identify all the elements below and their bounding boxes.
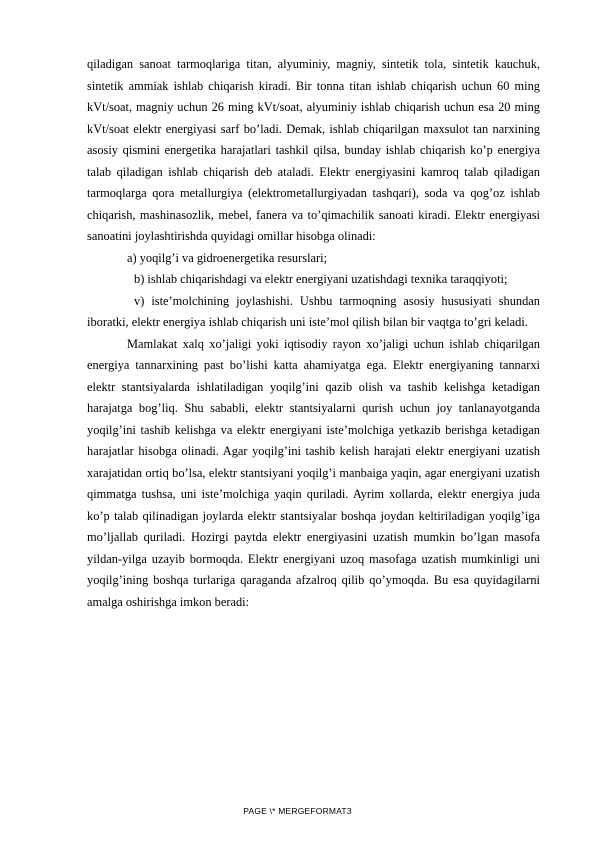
paragraph-main: Mamlakat xalq xo’jaligi yoki iqtisodiy rayon xo’jaligi uchun ishlab chiqarilgan energiya tannarxining past bo’lishi katta ahamiyatga ega. Elektr energiyaning tannarxi elektr stantsiyalarda ishlatiladigan yoqilg’ini qazib olish va tashib kelishga ketadigan harajatga bog’liq. Shu sababli, elektr stantsiyalarni qurish uchun joy tanlanayotganda yoqilg’ini tashib kelishga va elektr energiyani iste’molchiga yetkazib berishga ketadigan harajatlar hisobga olinadi. Agar yoqilg’ini tashib kelish harajati elektr energiyani uzatish xarajatidan ortiq bo’lsa, elektr stantsiyani yoqilg’i manbaiga yaqin, agar energiyani uzatish qimmatga tushsa, uni iste’molchiga yaqin quriladi. Ayrim xollarda, elektr energiya juda ko’p talab qilinadigan joylarda elektr stantsiyalar boshqa joydan keltiriladigan yoqilg’iga mo’ljallab quriladi. Hozirgi paytda elektr energiyasini uzatish mumkin bo’lgan masofa yildan-yilga uzayib bormoqda. Elektr energiyani uzoq masofaga uzatish mumkinligi uni yoqilg’ining boshqa turlariga qaraganda afzalroq qilib qo’ymoqda. Bu esa quyidagilarni amalga oshirishga imkon beradi: (87, 336, 540, 609)
page-footer-field: PAGE \* MERGEFORMAT3 (243, 806, 352, 816)
list-item-a: a) yoqilg’i va gidroenergetika resurslari; (127, 250, 328, 265)
body-text (87, 54, 540, 613)
paragraph-intro: qiladigan sanoat tarmoqlariga titan, alyuminiy, magniy, sintetik tola, sintetik kauchuk, sintetik ammiak ishlab chiqarish kiradi. Bir tonna titan ishlab chiqarish uchun 60 ming kVt/soat, magniy uchun 26 ming kVt/soat, alyuminiy ishlab chiqarish uchun esa 20 ming kVt/soat elektr energiyasi sarf bo’ladi. Demak, ishlab chiqarilgan maxsulot tan narxining asosiy qismini energetika harajatlari tashkil qilsa, bunday ishlab chiqarish ko’p energiya talab qiladigan ishlab chiqarish deb ataladi. Elektr energiyasini kamroq talab qiladigan tarmoqlarga qora metallurgiya (elektrometallurgiyadan tashqari), soda va qog’oz ishlab chiqarish, mashinasozlik, mebel, fanera va to’qimachilik sanoati kiradi. Elektr energiyasi sanoatini joylashtirishda quyidagi omillar hisobga olinadi: (87, 57, 540, 243)
list-item-b: b) ishlab chiqarishdagi va elektr energiyani uzatishdagi texnika taraqqiyoti; (134, 272, 508, 286)
list-item-v: v) iste’molchining joylashishi. Ushbu tarmoqning asosiy hususiyati shundan iboratki, elektr energiya ishlab chiqarish uni iste’mol qilish bilan bir vaqtga to’gri keladi. (87, 293, 540, 329)
